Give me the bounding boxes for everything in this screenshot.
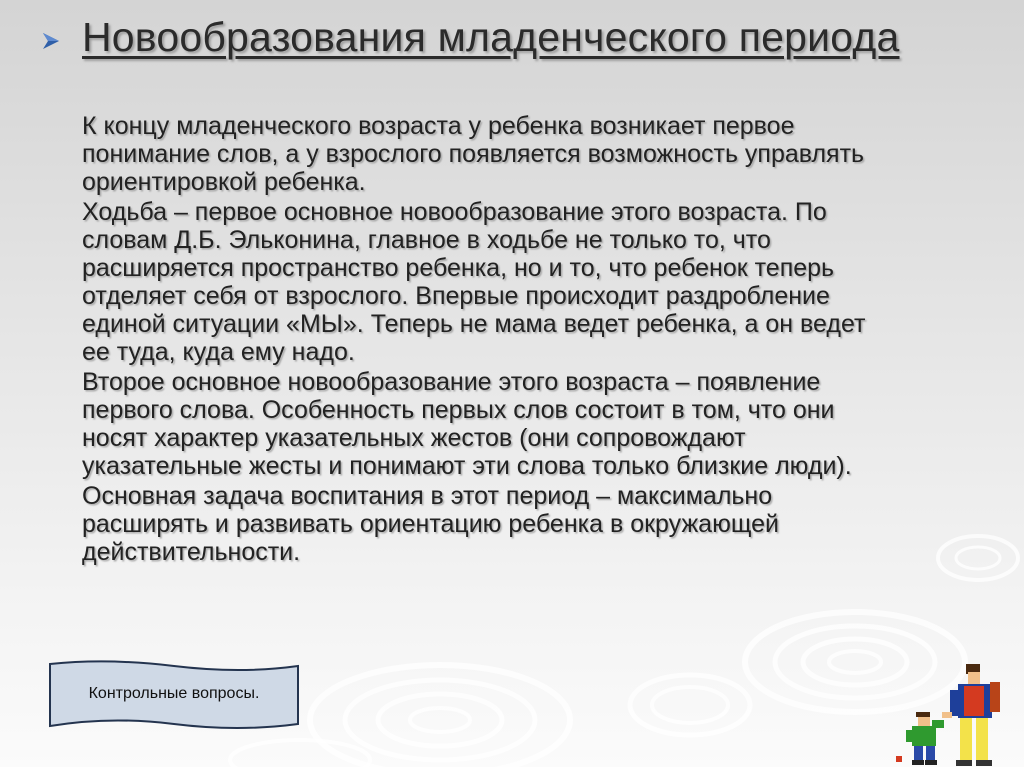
- slide-title: Новообразования младенческого периода: [82, 14, 900, 60]
- parent-child-walking-illustration: [892, 660, 1012, 767]
- slide-body: [82, 112, 872, 566]
- control-questions-label: Контрольные вопросы.: [88, 685, 260, 702]
- control-questions-button[interactable]: [48, 660, 300, 732]
- paragraph-main-task: Основная задача воспитания в этот период – максимально расширять и развивать ориентацию ребенка в окружающей действительности.: [82, 482, 779, 566]
- arrow-bullet-icon: [40, 30, 62, 52]
- paragraph-walking: Ходьба – первое основное новообразование этого возраста. По словам Д.Б. Эльконина, главное в ходьбе не только то, что расширяется пространство ребенка, но и то, что ребенок теперь отделяет себя от взрослого. Впервые происходит раздробление единой ситуации «МЫ». Теперь не мама ведет ребенка, а он ведет ее туда, куда ему надо.: [82, 198, 866, 366]
- paragraph-first-word: Второе основное новообразование этого возраста – появление первого слова. Особенность первых слов состоит в том, что они носят характер указательных жестов (они сопровождают указательные жесты и понимают эти слова только близкие люди).: [82, 368, 852, 480]
- paragraph-understanding-words: К концу младенческого возраста у ребенка возникает первое понимание слов, а у взрослого появляется возможность управлять ориентировкой ребенка.: [82, 112, 865, 196]
